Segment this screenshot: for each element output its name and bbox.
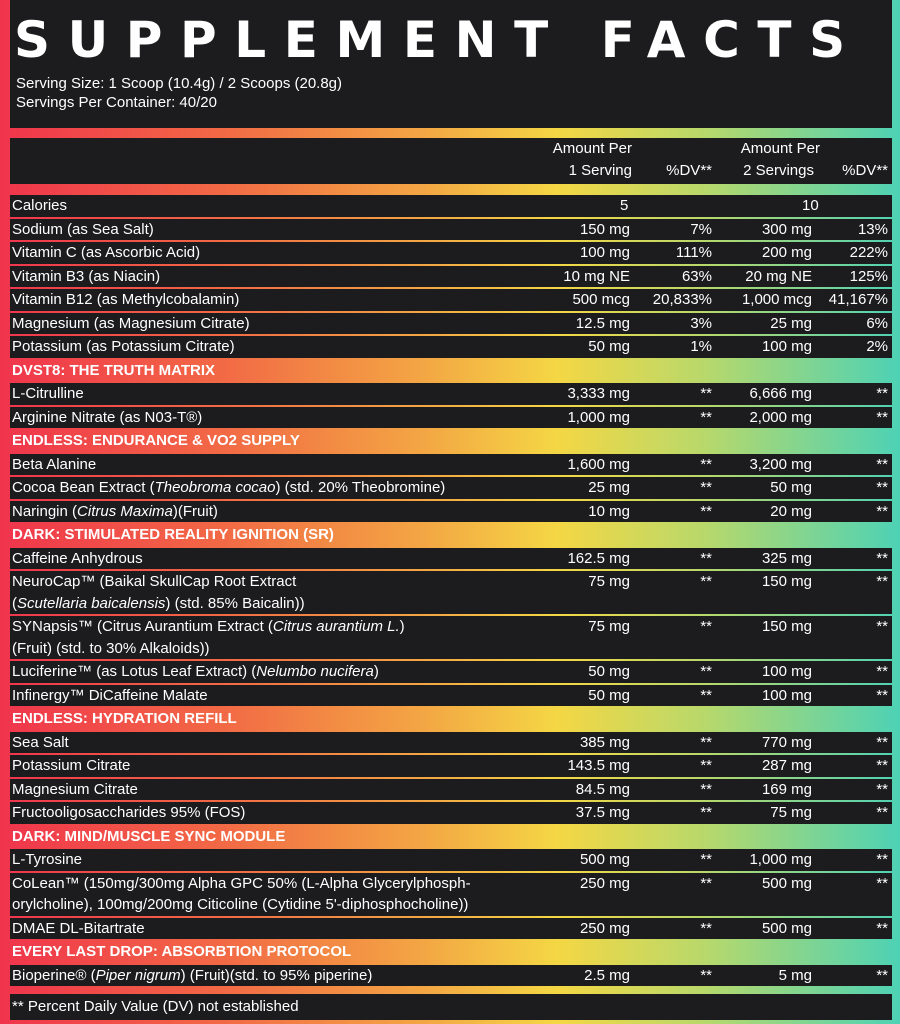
row-amount1: 2.5 mg [584,966,630,984]
row-name: Vitamin B12 (as Methylcobalamin) [12,291,240,308]
row-amount2: 5 mg [778,966,812,984]
row-amount1: 385 mg [579,733,630,751]
row-name: Vitamin B3 (as Niacin) [12,267,161,285]
row-dv2: ** [876,455,888,473]
column-header [10,138,892,184]
row-name: CoLean™ (150mg/300mg Alpha GPC 50% (L-Alpha Glycerylphosph- [12,874,471,892]
row-dv1: ** [700,479,712,496]
table-row [10,383,892,405]
table-row [10,336,892,358]
row-amount1: 500 mg [579,851,630,868]
serving-size: Serving Size: 1 Scoop (10.4g) / 2 Scoops (20.8g) [16,75,343,92]
row-amount1: 162.5 mg [567,549,630,567]
row-amount2: 1,000 mg [749,851,812,868]
header-dv1: %DV** [666,162,712,179]
table-row [10,873,892,916]
row-amount2: 150 mg [761,618,812,635]
table-row [10,918,892,940]
row-amount1: 75 mg [588,618,630,635]
footnote-row [10,994,892,1020]
row-dv2: ** [876,573,888,590]
row-amount1: 50 mg [588,338,630,355]
row-dv1: 7% [690,220,712,238]
row-name: Luciferine™ (as Lotus Leaf Extract) (Nelumbo nucifera) [12,663,379,680]
row-amount2: 500 mg [761,919,812,937]
title-block [10,0,892,128]
row-dv1: 20,833% [652,291,712,308]
row-dv2: 41,167% [828,291,888,308]
row-amount1: 150 mg [579,220,630,238]
row-name-line2: orylcholine), 100mg/200mg Citicoline (Cytidine 5'-diphosphocholine)) [12,896,469,913]
section-header [10,524,892,546]
row-dv2: ** [876,663,888,680]
row-amount2: 6,666 mg [749,385,812,402]
section-header [10,360,892,382]
row-dv2: ** [876,919,888,937]
row-amount2: 2,000 mg [749,408,812,426]
table-row [10,289,892,311]
section-title: DARK: MIND/MUSCLE SYNC MODULE [12,827,286,845]
row-name: Sea Salt [12,733,69,751]
section-header [10,941,892,963]
row-amount2: 100 mg [761,338,812,355]
row-amount2: 50 mg [770,479,812,496]
row-dv1: ** [700,663,712,680]
table-row [10,965,892,987]
row-amount2: 100 mg [761,663,812,680]
row-amount1: 75 mg [588,573,630,590]
row-dv2: ** [876,874,888,892]
row-amount1: 143.5 mg [567,757,630,774]
header-amount1-line2: 1 Serving [568,162,632,179]
row-dv1: 111% [675,244,712,261]
calories-row [10,195,892,217]
section-header [10,826,892,848]
row-amount1: 3,333 mg [567,385,630,402]
row-amount2: 100 mg [761,686,812,704]
table-row [10,501,892,523]
row-dv2: ** [876,618,888,635]
row-amount2: 500 mg [761,874,812,892]
row-dv2: ** [876,385,888,402]
table-row [10,313,892,335]
row-amount1: 10 mg NE [563,267,630,285]
row-amount1: 25 mg [588,479,630,496]
section-header [10,708,892,730]
table-row [10,242,892,264]
row-name: Magnesium Citrate [12,780,138,798]
row-dv2: ** [876,966,888,984]
row-dv1: ** [700,780,712,798]
row-dv1: ** [700,686,712,704]
row-dv1: ** [700,549,712,567]
row-name: Potassium (as Potassium Citrate) [12,338,235,355]
section-header [10,430,892,452]
section-title: EVERY LAST DROP: ABSORBTION PROTOCOL [12,943,352,960]
table-row [10,219,892,241]
row-dv1: ** [700,851,712,868]
row-amount1: 250 mg [579,919,630,937]
section-title: DARK: STIMULATED REALITY IGNITION (SR) [12,526,334,543]
row-dv1: 63% [681,267,712,285]
row-dv1: ** [700,966,712,984]
row-dv1: 3% [690,314,712,332]
row-name: L-Tyrosine [12,851,83,868]
row-amount1: 250 mg [579,874,630,892]
facts-table [10,195,892,988]
row-dv2: ** [876,686,888,704]
row-dv1: ** [700,573,712,590]
row-dv1: ** [700,874,712,892]
row-amount2: 287 mg [761,757,812,774]
row-name: NeuroCap™ (Baikal SkullCap Root Extract [12,573,297,590]
row-amount2: 3,200 mg [749,455,812,473]
table-row [10,661,892,683]
table-row [10,849,892,871]
row-name: DMAE DL-Bitartrate [12,919,145,937]
row-name: SYNapsis™ (Citrus Aurantium Extract (Citrus aurantium L.) [12,618,405,635]
row-dv1: 1% [690,338,712,355]
row-dv2: 6% [866,314,888,332]
table-row [10,266,892,288]
table-row [10,732,892,754]
row-dv2: ** [876,804,888,821]
row-amount1: 10 mg [588,502,630,520]
row-name: Bioperine® (Piper nigrum) (Fruit)(std. to 95% piperine) [12,966,373,984]
section-title: ENDLESS: HYDRATION REFILL [12,710,237,727]
row-dv1: ** [700,804,712,821]
row-name: Infinergy™ DiCaffeine Malate [12,686,208,704]
row-dv1: ** [700,502,712,520]
table-row [10,454,892,476]
row-amount2: 20 mg NE [745,267,812,285]
row-dv2: ** [876,549,888,567]
row-dv2: ** [876,502,888,520]
row-amount1: 50 mg [588,686,630,704]
row-name: Vitamin C (as Ascorbic Acid) [12,244,201,261]
row-amount2: 10 [802,197,819,214]
row-dv2: 13% [857,220,888,238]
row-amount1: 100 mg [579,244,630,261]
row-amount2: 150 mg [761,573,812,590]
row-amount1: 1,000 mg [567,408,630,426]
table-row [10,571,892,614]
table-row [10,685,892,707]
row-name: Sodium (as Sea Salt) [12,220,154,238]
row-dv2: ** [876,733,888,751]
header-dv2: %DV** [842,162,888,179]
table-row [10,616,892,659]
row-name: Calories [12,197,68,214]
row-dv1: ** [700,408,712,426]
row-amount1: 50 mg [588,663,630,680]
row-dv1: ** [700,455,712,473]
row-name: L-Citrulline [12,385,84,402]
row-amount2: 770 mg [761,733,812,751]
row-dv2: ** [876,851,888,868]
row-name: Caffeine Anhydrous [12,549,143,567]
row-dv2: 125% [849,267,888,285]
row-amount2: 20 mg [770,502,812,520]
footnote: ** Percent Daily Value (DV) not established [12,998,299,1015]
row-dv1: ** [700,919,712,937]
row-dv2: 2% [866,338,888,355]
row-name: Fructooligosaccharides 95% (FOS) [12,804,246,821]
section-title: ENDLESS: ENDURANCE & VO2 SUPPLY [12,432,300,449]
row-dv1: ** [700,385,712,402]
row-dv2: ** [876,757,888,774]
row-dv2: ** [876,780,888,798]
servings-per-container: Servings Per Container: 40/20 [16,94,217,111]
row-name: Cocoa Bean Extract (Theobroma cocao) (std. 20% Theobromine) [12,479,446,496]
row-amount1: 37.5 mg [575,804,630,821]
row-amount1: 84.5 mg [575,780,630,798]
table-row [10,548,892,570]
row-amount2: 200 mg [761,244,812,261]
row-amount1: 1,600 mg [567,455,630,473]
row-dv2: ** [876,408,888,426]
row-amount2: 25 mg [770,314,812,332]
header-amount2-line1: Amount Per [740,140,820,157]
table-row [10,755,892,777]
row-name: Beta Alanine [12,455,97,473]
header-amount2-line2: 2 Servings [743,162,814,179]
table-row [10,477,892,499]
table-row [10,802,892,824]
row-amount2: 1,000 mcg [741,291,812,308]
section-title: DVST8: THE TRUTH MATRIX [12,361,216,379]
row-name: Naringin (Citrus Maxima)(Fruit) [12,502,218,520]
row-name: Magnesium (as Magnesium Citrate) [12,314,250,332]
row-dv2: ** [876,479,888,496]
row-amount1: 500 mcg [572,291,630,308]
row-dv1: ** [700,733,712,751]
row-amount2: 325 mg [761,549,812,567]
row-amount1: 5 [620,197,629,214]
row-amount1: 12.5 mg [575,314,630,332]
row-name: Arginine Nitrate (as N03-T®) [12,408,203,426]
row-name-line2: (Scutellaria baicalensis) (std. 85% Baicalin)) [12,594,305,612]
row-amount2: 169 mg [761,780,812,798]
page-title: SUPPLEMENT FACTS [14,11,863,69]
row-name-line2: (Fruit) (std. to 30% Alkaloids)) [12,639,210,657]
row-dv1: ** [700,757,712,774]
row-dv2: 222% [849,244,888,261]
row-dv1: ** [700,618,712,635]
header-amount1-line1: Amount Per [552,140,632,157]
row-amount2: 300 mg [761,220,812,238]
table-row [10,407,892,429]
row-name: Potassium Citrate [12,757,131,774]
table-row [10,779,892,801]
row-amount2: 75 mg [770,804,812,821]
